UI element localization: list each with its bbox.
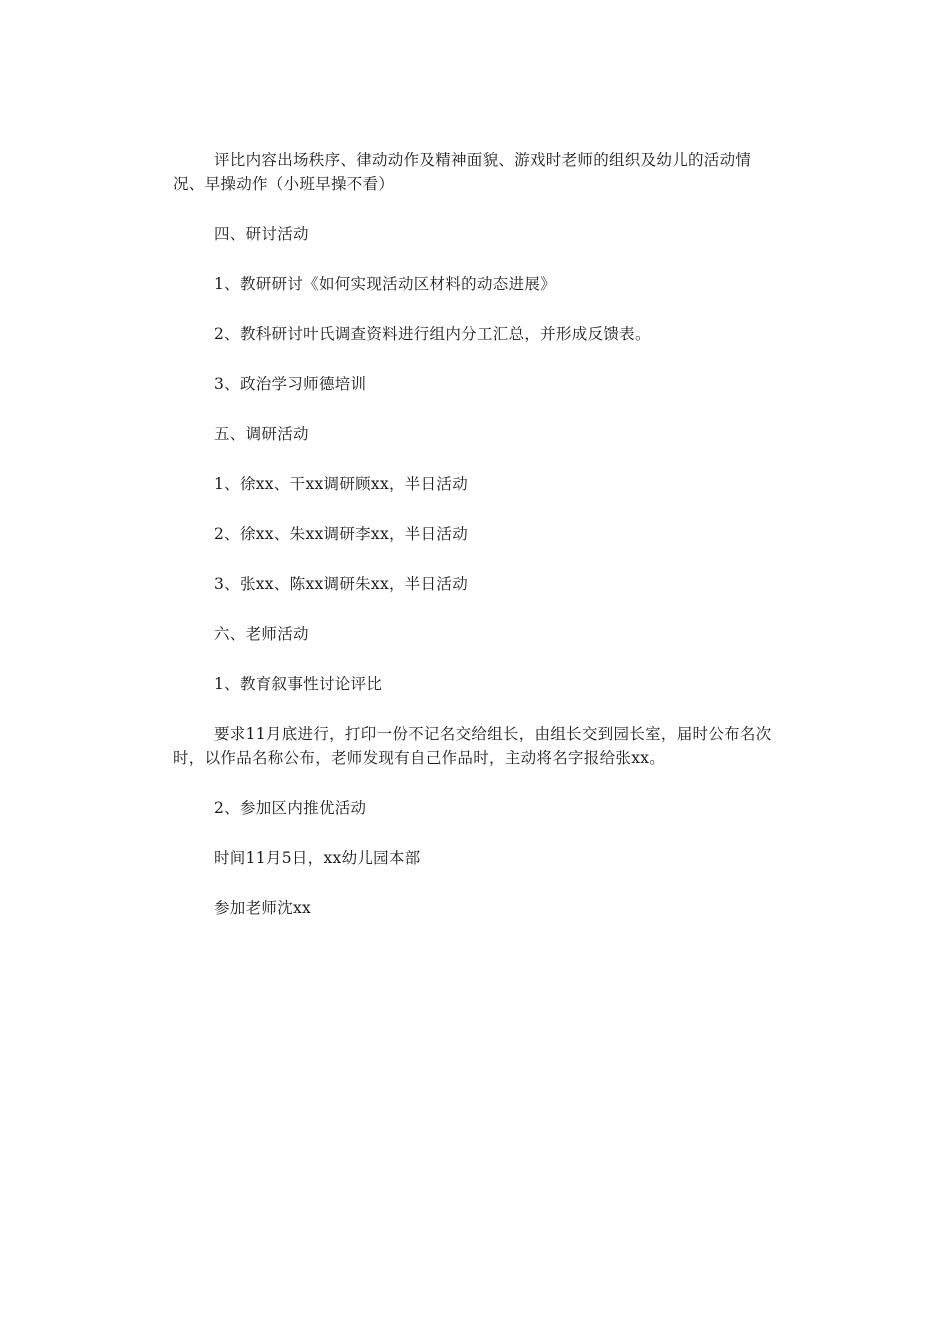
paragraph-evaluation-content: 评比内容出场秩序、律动动作及精神面貌、游戏时老师的组织及幼儿的活动情况、早操动作（小班早操不看） <box>173 151 752 193</box>
heading-research-activities: 四、研讨活动 <box>214 225 309 243</box>
paragraph-participant: 参加老师沈xx <box>214 899 312 917</box>
list-item-survey-3: 3、张xx、陈xx调研朱xx，半日活动 <box>214 575 469 593</box>
paragraph-requirements: 要求11月底进行，打印一份不记名交给组长，由组长交到园长室，届时公布名次时，以作品名称公布，老师发现有自己作品时，主动将名字报给张xx。 <box>173 725 772 767</box>
list-item-teacher-2: 2、参加区内推优活动 <box>214 799 367 817</box>
heading-survey-activities: 五、调研活动 <box>214 425 309 443</box>
document-body <box>173 148 775 946</box>
paragraph-time-location: 时间11月5日，xx幼儿园本部 <box>214 849 421 867</box>
list-item-survey-1: 1、徐xx、干xx调研顾xx，半日活动 <box>214 475 469 493</box>
list-item-teacher-1: 1、教育叙事性讨论评比 <box>214 675 383 693</box>
heading-teacher-activities: 六、老师活动 <box>214 625 309 643</box>
list-item-survey-2: 2、徐xx、朱xx调研李xx，半日活动 <box>214 525 469 543</box>
list-item-research-1: 1、教研研讨《如何实现活动区材料的动态进展》 <box>214 275 556 293</box>
list-item-research-3: 3、政治学习师德培训 <box>214 375 367 393</box>
list-item-research-2: 2、教科研讨叶氏调查资料进行组内分工汇总，并形成反馈表。 <box>214 325 651 343</box>
